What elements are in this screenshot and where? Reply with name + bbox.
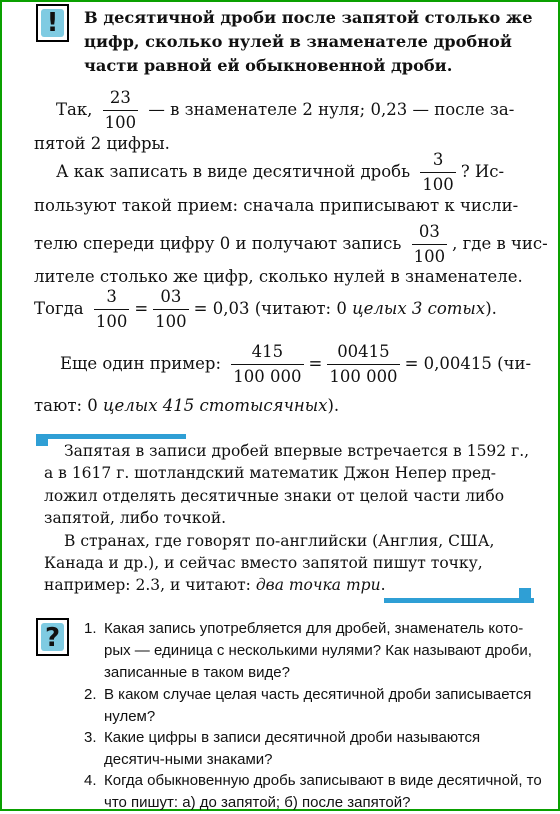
p3-l2-pre: тают: 0: [34, 396, 98, 415]
rule-marker: [36, 4, 69, 42]
fraction-3-100: [420, 150, 456, 195]
fraction-415-100000: [231, 342, 303, 387]
example-rest: — в знаменателе 2 нуля; 0,23 — после за-: [148, 100, 515, 119]
fraction-numerator: 03: [153, 287, 189, 310]
history-l7-pre: например: 2.3, и читают:: [44, 576, 251, 594]
question-number: 2.: [84, 686, 97, 703]
fraction-denominator: 100: [95, 312, 128, 331]
fraction-3-100-b: [94, 287, 130, 332]
p2-line-5: [34, 287, 497, 332]
example-line-1: [56, 88, 514, 133]
equals-sign: =: [134, 299, 149, 318]
p3-line-1: [60, 342, 531, 387]
history-l7-italic: два точка три: [255, 576, 381, 594]
question-text: Какие цифры в записи десятичной дроби называются десятич-ными знаками?: [104, 729, 481, 768]
p3-line-2: [34, 394, 339, 418]
p2-l3-text: телю спереди цифру 0 и получают запись: [34, 234, 402, 253]
questions-marker: [36, 618, 69, 656]
p2-l5-result: = 0,03 (читают: 0: [193, 299, 347, 318]
p2-l5-italic: целых 3 сотых: [352, 299, 486, 318]
p2-l5-end: ).: [485, 299, 497, 318]
fraction-denominator: 100 000: [329, 367, 398, 386]
question-text: Когда обыкновенную дробь записывают в виде десятичной, то что пишут: а) до запятой; б) после запятой?: [104, 772, 542, 811]
history-line-5: В странах, где говорят по-английски (Англия, США,: [64, 532, 495, 550]
question-text: Какая запись употребляется для дробей, знаменатель кото-рых — единица с несколькими нулями? Как называют дроби, записанные в таком виде?: [104, 620, 532, 681]
p3-l1-pre: Еще один пример:: [60, 354, 222, 373]
example-line-2: пятой 2 цифры.: [34, 134, 170, 153]
question-item: [84, 727, 544, 771]
fraction-numerator: 3: [94, 287, 130, 310]
history-top-marker: [36, 434, 48, 446]
question-mark-icon: ?: [41, 623, 64, 651]
p2-line-4: лителе столько же цифр, сколько нулей в знаменателе.: [34, 267, 523, 286]
fraction-numerator: 23: [103, 88, 139, 111]
history-line-1: Запятая в записи дробей впервые встречается в 1592 г.,: [64, 442, 530, 460]
fraction-denominator: 100 000: [233, 367, 302, 386]
fraction-numerator: 03: [412, 222, 448, 245]
history-line-3: ложил отделять десятичные знаки от целой части либо: [44, 487, 505, 505]
question-item: [84, 684, 544, 728]
fraction-denominator: 100: [104, 113, 137, 132]
p2-l1-post: ? Ис-: [460, 162, 505, 181]
p3-l2-end: ).: [327, 396, 340, 415]
p2-line-1: [56, 150, 504, 195]
p2-line-3: [34, 222, 548, 267]
fraction-23-100: [103, 88, 139, 133]
question-text: В каком случае целая часть десятичной дроби записывается нулем?: [104, 686, 532, 725]
question-item: [84, 770, 544, 814]
fraction-denominator: 100: [422, 175, 454, 194]
p2-line-2: пользуют такой прием: сначала приписывают к числи-: [34, 196, 519, 215]
fraction-numerator: 3: [420, 150, 456, 173]
question-number: 3.: [84, 729, 97, 746]
exclamation-icon: !: [41, 9, 64, 37]
p2-l5-pre: Тогда: [34, 299, 84, 318]
question-number: 4.: [84, 772, 97, 789]
fraction-03-100-b: [153, 287, 189, 332]
history-top-bar: [36, 434, 186, 439]
rule-text: В десятичной дроби после запятой столько же цифр, сколько нулей в знаменателе дробной части равной ей обыкновенной дроби.: [84, 8, 533, 75]
fraction-00415-100000: [327, 342, 399, 387]
fraction-03-100: [412, 222, 448, 267]
equals-sign: =: [308, 354, 323, 373]
history-bottom-marker: [519, 588, 531, 600]
p3-l1-result: = 0,00415 (чи-: [404, 354, 532, 373]
fraction-denominator: 100: [155, 312, 187, 331]
question-item: [84, 618, 544, 684]
history-line-4: запятой, либо точкой.: [44, 509, 227, 527]
history-line-2: а в 1617 г. шотландский математик Джон Непер пред-: [44, 464, 496, 482]
fraction-denominator: 100: [413, 247, 446, 266]
history-l7-end: .: [380, 576, 386, 594]
example-lead: Так,: [56, 100, 93, 119]
history-line-7: [44, 574, 386, 596]
p2-l1-text: А как записать в виде десятичной дробь: [56, 162, 411, 181]
p2-l3-post: , где в чис-: [452, 234, 548, 253]
question-number: 1.: [84, 620, 97, 637]
history-bottom-bar: [384, 598, 534, 603]
p3-l2-italic: целых 415 стотысячных: [103, 396, 328, 415]
fraction-numerator: 00415: [327, 342, 399, 365]
fraction-numerator: 415: [231, 342, 303, 365]
history-line-6: Канада и др.), и сейчас вместо запятой пишут точку,: [44, 554, 483, 572]
